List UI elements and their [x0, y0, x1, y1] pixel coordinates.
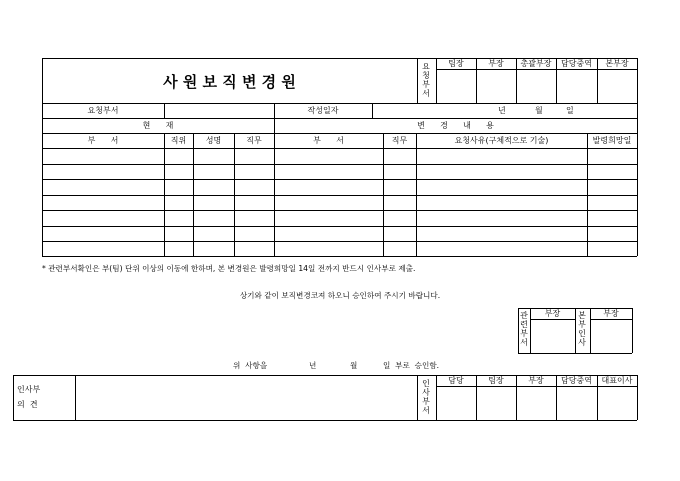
bottom-sign-ceo[interactable] [598, 387, 636, 419]
created-date-month: 월 [535, 106, 543, 115]
change-section-label: 변 경 내 용 [417, 121, 494, 130]
request-dept-label: 요청부서 [87, 106, 119, 115]
bottom-approval-head-executive: 담당중역 [561, 376, 592, 385]
bottom-approval-head-team-leader: 팀장 [488, 376, 504, 385]
approval-sign-manager[interactable] [477, 70, 515, 102]
approval-head-general-manager: 총괄부장 [520, 59, 552, 68]
hr-opinion-label-2: 의 견 [17, 400, 38, 409]
table-row[interactable] [43, 149, 636, 163]
column-header-position: 직위 [170, 136, 187, 145]
request-sentence: 상기와 같이 보직변경코져 하오니 승인하여 주시기 바랍니다. [239, 291, 441, 300]
approval-head-manager: 부장 [488, 59, 504, 68]
table-row[interactable] [43, 242, 636, 255]
column-header-new-duty: 직무 [391, 136, 408, 145]
table-row[interactable] [43, 196, 636, 209]
table-row[interactable] [43, 227, 636, 240]
bottom-approval-head-ceo: 대표이사 [601, 376, 633, 385]
table-row[interactable] [43, 211, 636, 225]
column-header-current-duty: 직무 [246, 136, 262, 145]
created-date-label: 작성일자 [307, 106, 339, 115]
approval-head-team-leader: 팀장 [448, 59, 464, 68]
table-row[interactable] [43, 180, 636, 194]
submission-note: * 관련부서확인은 부(팀) 단위 이상의 이동에 한하며, 본 변경원은 발령희망일 14일 전까지 반드시 인사부로 제출. [42, 264, 416, 273]
bottom-sign-manager[interactable] [517, 387, 555, 419]
current-section-label: 현 재 [142, 121, 174, 130]
hr-opinion-label: 인사부 [17, 385, 41, 394]
hq-hr-head-label: 부장 [603, 309, 619, 318]
bottom-sign-staff[interactable] [437, 387, 475, 419]
related-dept-head-label: 부장 [544, 309, 561, 318]
column-header-new-dept: 부 서 [313, 136, 344, 145]
column-header-desired-date: 발령희망일 [592, 136, 632, 145]
hr-opinion-field[interactable] [76, 376, 416, 419]
column-header-current-dept: 부 서 [87, 136, 119, 145]
approval-sign-general-manager[interactable] [517, 70, 555, 102]
bottom-sign-executive[interactable] [557, 387, 596, 419]
created-date-day: 일 [566, 106, 574, 115]
hq-hr-sign-field[interactable] [591, 320, 631, 352]
bottom-sign-team-leader[interactable] [477, 387, 515, 419]
approval-sign-executive[interactable] [557, 70, 596, 102]
related-dept-sign-field[interactable] [531, 320, 574, 352]
column-header-name: 성명 [205, 136, 222, 145]
bottom-approval-head-manager: 부장 [528, 376, 544, 385]
request-dept-field[interactable] [165, 104, 273, 117]
approval-sign-division-head[interactable] [598, 70, 636, 102]
column-header-reason: 요청사유(구체적으로 기술) [454, 136, 549, 145]
created-date-year: 년 [498, 106, 506, 115]
table-row[interactable] [43, 165, 636, 178]
approval-head-executive: 담당중역 [561, 59, 592, 68]
page-title: 사 원 보 직 변 경 원 [163, 73, 296, 91]
approval-head-division-head: 본부장 [605, 59, 629, 68]
approval-sign-team-leader[interactable] [437, 70, 475, 102]
bottom-approval-head-staff: 담당 [448, 376, 464, 385]
